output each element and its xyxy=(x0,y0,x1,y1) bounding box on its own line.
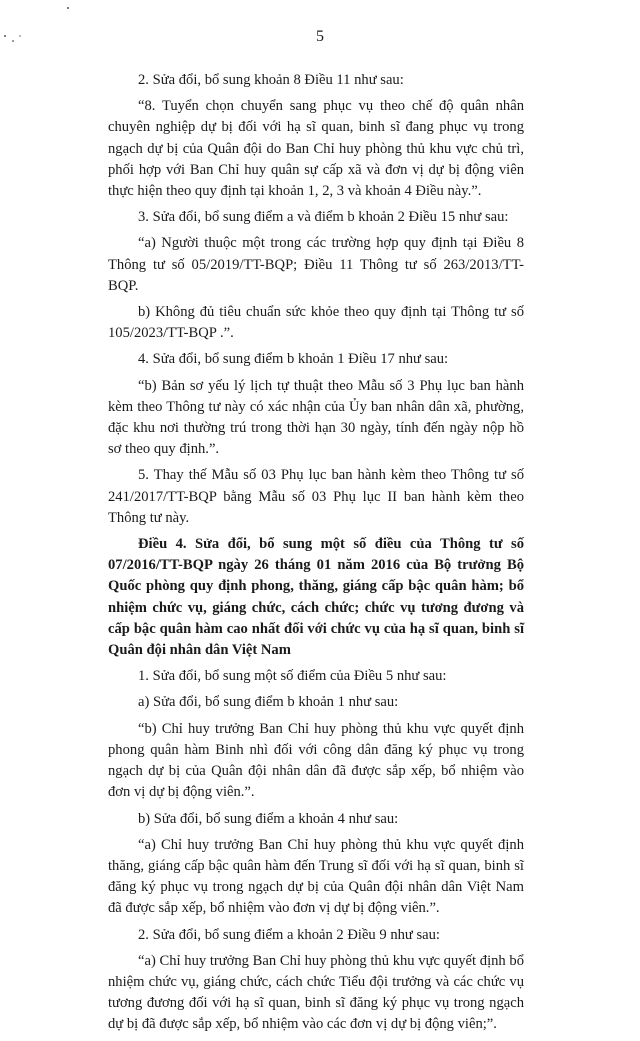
paragraph-quote-promotion: “a) Chỉ huy trưởng Ban Chỉ huy phòng thủ khu vực quyết định thăng, giáng cấp bậc quân hàm đến Trung sĩ đối với hạ sĩ quan, binh sĩ đăng ký phục vụ trong ngạch dự bị của Quân đội nhân dân Việt Nam đã được sắp xếp, bổ nhiệm vào đơn vị dự bị động viên.”. xyxy=(108,836,524,917)
paragraph-quote-rank-private: “b) Chỉ huy trưởng Ban Chỉ huy phòng thủ khu vực quyết định phong quân hàm Binh nhì đối với công dân đăng ký phục vụ trong ngạch dự bị của Quân đội nhân dân đã được sắp xếp, bổ nhiệm vào đơn vị dự bị động viên.”. xyxy=(108,720,524,801)
article-4-heading: Điều 4. Sửa đổi, bổ sung một số điều của Thông tư số 07/2016/TT-BQP ngày 26 tháng 01 năm 2016 của Bộ trưởng Bộ Quốc phòng quy định phong, thăng, giáng cấp bậc quân hàm; bổ nhiệm chức vụ, giáng chức, cách chức; chức vụ tương đương và cấp bậc quân hàm cao nhất đối với chức vụ của hạ sĩ quan, binh sĩ Quân đội nhân dân Việt Nam xyxy=(108,536,524,659)
paragraph-amend-point-b-clause-1: a) Sửa đổi, bổ sung điểm b khoản 1 như sau: xyxy=(138,694,399,711)
paragraph-quote-point-a: “a) Người thuộc một trong các trường hợp quy định tại Điều 8 Thông tư số 05/2019/TT-BQP; Điều 11 Thông tư số 263/2013/TT-BQP. xyxy=(108,235,524,294)
page-number: 5 xyxy=(316,28,324,45)
paragraph-amend-point-a-clause-4: b) Sửa đổi, bổ sung điểm a khoản 4 như sau: xyxy=(138,810,399,827)
paragraph-quote-resume: “b) Bản sơ yếu lý lịch tự thuật theo Mẫu số 3 Phụ lục ban hành kèm theo Thông tư này có xác nhận của Ủy ban nhân dân xã, phường, đặc khu nơi thường trú trong thời hạn 30 ngày, tính đến ngày nộp hồ sơ theo quy định.”. xyxy=(108,377,524,458)
paragraph-amend-clause-8-article-11: 2. Sửa đổi, bổ sung khoản 8 Điều 11 như sau: xyxy=(138,72,404,88)
paragraph-quote-clause-8: “8. Tuyển chọn chuyển sang phục vụ theo chế độ quân nhân chuyên nghiệp dự bị đối với hạ sĩ quan, binh sĩ đang phục vụ trong ngạch dự bị của Quân đội do Ban Chỉ huy phòng thủ khu vực chủ trì, phối hợp với Ban Chỉ huy quân sự cấp xã và đơn vị dự bị động viên thực hiện theo quy định tại khoản 1, 2, 3 và khoản 4 Điều này.”. xyxy=(108,98,524,200)
paragraph-replace-form-03: 5. Thay thế Mẫu số 03 Phụ lục ban hành kèm theo Thông tư số 241/2017/TT-BQP bằng Mẫu số 03 Phụ lục II ban hành kèm theo Thông tư này. xyxy=(108,467,524,526)
paragraph-quote-appointment: “a) Chỉ huy trưởng Ban Chỉ huy phòng thủ khu vực quyết định bổ nhiệm chức vụ, giáng chức, cách chức Tiểu đội trưởng và các chức vụ tương đương đối với hạ sĩ quan, binh sĩ đăng ký phục vụ trong ngạch dự bị đã được sắp xếp, bổ nhiệm vào các đơn vị dự bị động viên;”. xyxy=(108,952,524,1033)
paragraph-amend-article-5: 1. Sửa đổi, bổ sung một số điểm của Điều 5 như sau: xyxy=(138,668,447,685)
paragraph-amend-article-9: 2. Sửa đổi, bổ sung điểm a khoản 2 Điều 9 như sau: xyxy=(138,926,440,943)
paragraph-amend-article-15: 3. Sửa đổi, bổ sung điểm a và điểm b khoản 2 Điều 15 như sau: xyxy=(138,209,509,226)
paragraph-quote-point-b: b) Không đủ tiêu chuẩn sức khỏe theo quy định tại Thông tư số 105/2023/TT-BQP .”. xyxy=(108,304,524,342)
paragraph-amend-article-17: 4. Sửa đổi, bổ sung điểm b khoản 1 Điều 17 như sau: xyxy=(138,351,449,368)
document-body xyxy=(108,70,524,1041)
speck xyxy=(67,7,69,9)
